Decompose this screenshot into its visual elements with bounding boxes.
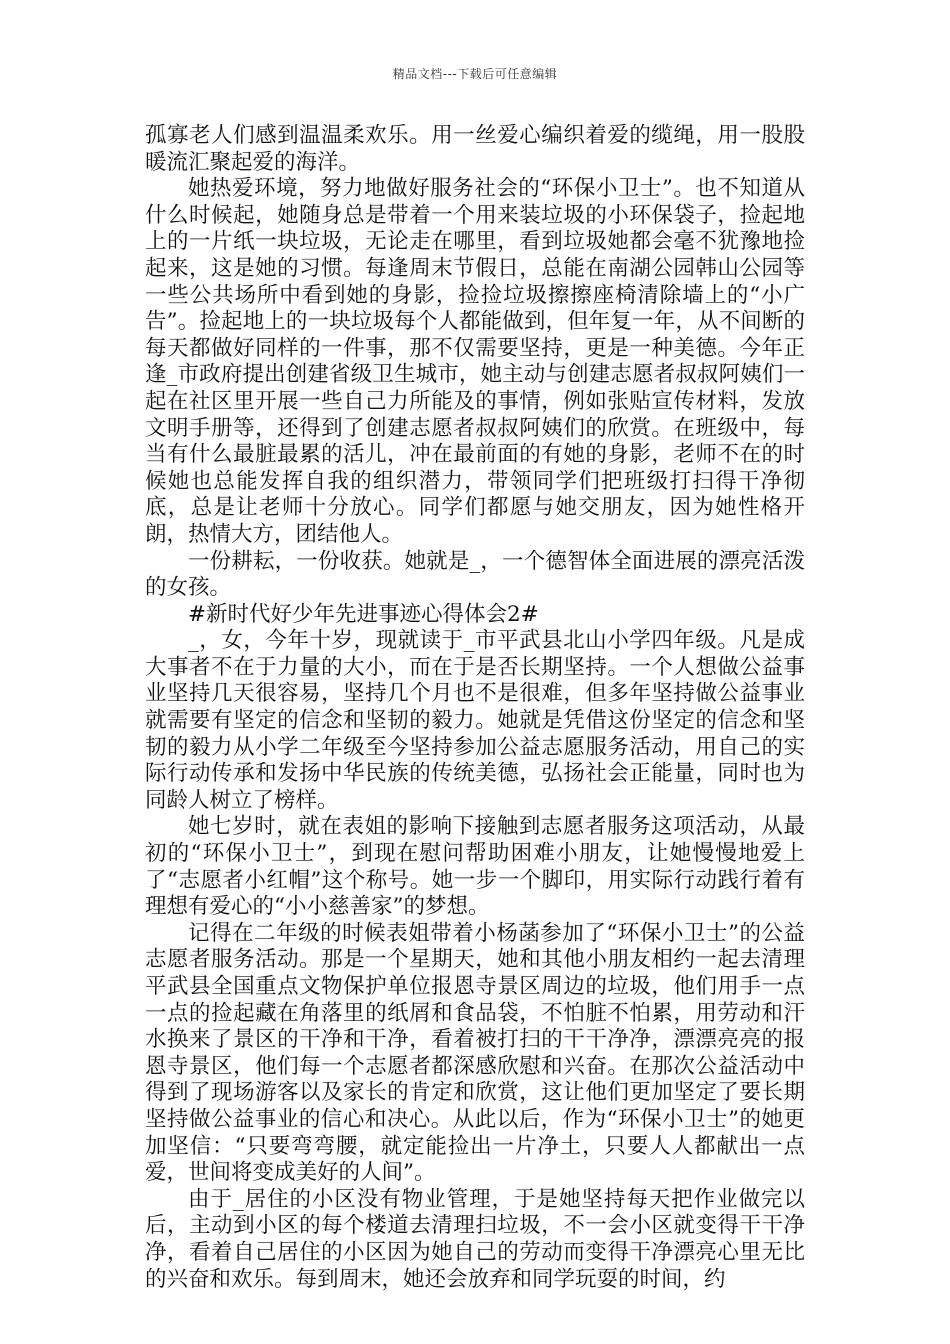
paragraph: 孤寡老人们感到温温柔欢乐。用一丝爱心编织着爱的缆绳，用一股股暖流汇聚起爱的海洋。 xyxy=(145,123,805,175)
paragraph: 一份耕耘，一份收获。她就是_，一个德智体全面进展的漂亮活泼的女孩。 xyxy=(145,548,805,601)
document-body xyxy=(145,123,805,1293)
paragraph: _，女，今年十岁，现就读于_市平武县北山小学四年级。凡是成大事者不在于力量的大小，而在于是否长期坚持。一个人想做公益事业坚持几天很容易，坚持几个月也不是很难，但多年坚持做公益事业就需要有坚定的信念和坚韧的毅力。她就是凭借这份坚定的信念和坚韧的毅力从小学二年级至今坚持参加公益志愿服务活动，用自己的实际行动传承和发扬中华民族的传统美德，弘扬社会正能量，同时也为同龄人树立了榜样。 xyxy=(145,628,805,813)
paragraph: 她七岁时，就在表姐的影响下接触到志愿者服务这项活动，从最初的“环保小卫士”，到现在慰问帮助困难小朋友，让她慢慢地爱上了“志愿者小红帽”这个称号。她一步一个脚印，用实际行动践行着有理想有爱心的“小小慈善家”的梦想。 xyxy=(145,814,805,920)
page-header: 精品文档---下载后可任意编辑 xyxy=(392,67,558,81)
paragraph: 由于_居住的小区没有物业管理，于是她坚持每天把作业做完以后，主动到小区的每个楼道去清理扫垃圾，不一会小区就变得干干净净，看着自己居住的小区因为她自己的劳动而变得干净漂亮心里无比的兴奋和欢乐。每到周末，她还会放弃和同学玩耍的时间，约 xyxy=(145,1186,805,1292)
paragraph: 她热爱环境，努力地做好服务社会的“环保小卫士”。也不知道从什么时候起，她随身总是带着一个用来装垃圾的小环保袋子，捡起地上的一片纸一块垃圾，无论走在哪里，看到垃圾她都会毫不犹豫地捡起来，这是她的习惯。每逢周末节假日，总能在南湖公园韩山公园等一些公共场所中看到她的身影，捡捡垃圾擦擦座椅清除墙上的“小广告”。捡起地上的一块垃圾每个人都能做到，但年复一年，从不间断的每天都做好同样的一件事，那不仅需要坚持，更是一种美德。今年正逢_市政府提出创建省级卫生城市，她主动与创建志愿者叔叔阿姨们一起在社区里开展一些自己力所能及的事情，例如张贴宣传材料，发放文明手册等，还得到了创建志愿者叔叔阿姨们的欣赏。在班级中，每当有什么最脏最累的活儿，冲在最前面的有她的身影，老师不在的时候她也总能发挥自我的组织潜力，带领同学们把班级打扫得干净彻底，总是让老师十分放心。同学们都愿与她交朋友，因为她性格开朗，热情大方，团结他人。 xyxy=(145,176,805,547)
paragraph: 记得在二年级的时候表姐带着小杨菡参加了“环保小卫士”的公益志愿者服务活动。那是一个星期天，她和其他小朋友相约一起去清理平武县全国重点文物保护单位报恩寺景区周边的垃圾，他们用手一点一点的捡起藏在角落里的纸屑和食品袋，不怕脏不怕累，用劳动和汗水换来了景区的干净和干净，看着被打扫的干干净净，漂漂亮亮的报恩寺景区，他们每一个志愿者都深感欣慰和兴奋。在那次公益活动中得到了现场游客以及家长的肯定和欣赏，这让他们更加坚定了要长期坚持做公益事业的信心和决心。从此以后，作为“环保小卫士”的她更加坚信：“只要弯弯腰，就定能捡出一片净土，只要人人都献出一点爱，世间将变成美好的人间”。 xyxy=(145,920,805,1186)
section-heading: #新时代好少年先进事迹心得体会2# xyxy=(188,601,539,627)
